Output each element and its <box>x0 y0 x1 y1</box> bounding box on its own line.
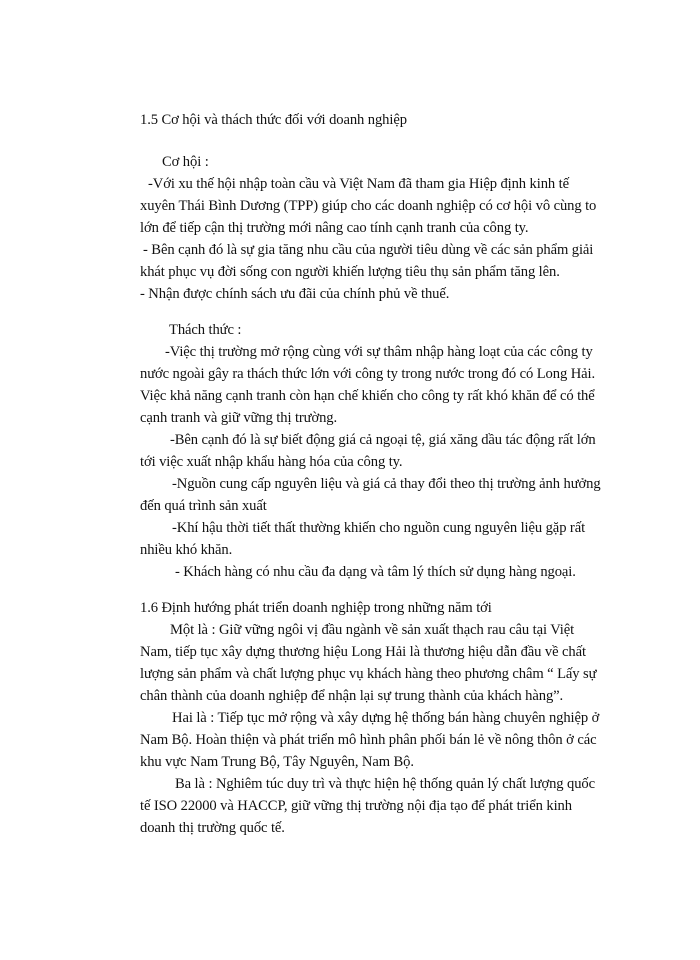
opportunities-label: Cơ hội : <box>162 154 209 170</box>
paragraph-line: cạnh tranh và giữ vững thị trường. <box>140 410 338 426</box>
paragraph-line: - Nhận được chính sách ưu đãi của chính phủ về thuế. <box>140 286 450 302</box>
paragraph-line: chân thành của doanh nghiệp để nhận lại sự trung thành của khách hàng”. <box>140 688 564 704</box>
paragraph-line: -Khí hậu thời tiết thất thường khiến cho nguồn cung nguyên liệu gặp rất <box>172 520 586 536</box>
paragraph-line: tế ISO 22000 và HACCP, giữ vững thị trường nội địa tạo để phát triển kinh <box>140 798 572 814</box>
paragraph-line: đến quá trình sản xuất <box>140 498 267 514</box>
paragraph-line: lượng sản phẩm và chất lượng phục vụ khách hàng theo phương châm “ Lấy sự <box>140 666 597 682</box>
paragraph-line: lớn để tiếp cận thị trường mới nâng cao tính cạnh tranh của công ty. <box>140 220 529 236</box>
paragraph-line: -Với xu thế hội nhập toàn cầu và Việt Nam đã tham gia Hiệp định kinh tế <box>148 176 569 192</box>
paragraph-line: khu vực Nam Trung Bộ, Tây Nguyên, Nam Bộ. <box>140 754 414 770</box>
paragraph-line: doanh thị trường quốc tế. <box>140 820 285 836</box>
challenges-label: Thách thức : <box>169 322 242 338</box>
paragraph-line: - Bên cạnh đó là sự gia tăng nhu cầu của người tiêu dùng về các sản phẩm giải <box>143 242 594 258</box>
section-heading-1-6: 1.6 Định hướng phát triển doanh nghiệp trong những năm tới <box>140 600 492 616</box>
paragraph-line: Việc khả năng cạnh tranh còn hạn chế khiến cho công ty rất khó khăn để có thể <box>140 388 595 404</box>
paragraph-line: -Việc thị trường mở rộng cùng với sự thâm nhập hàng loạt của các công ty <box>165 344 593 360</box>
paragraph-line: - Khách hàng có nhu cầu đa dạng và tâm lý thích sử dụng hàng ngoại. <box>175 564 576 580</box>
paragraph-line: Nam, tiếp tục xây dựng thương hiệu Long Hải là thương hiệu dẫn đầu về chất <box>140 644 586 660</box>
paragraph-line: xuyên Thái Bình Dương (TPP) giúp cho các doanh nghiệp có cơ hội vô cùng to <box>140 198 597 214</box>
paragraph-line: Một là : Giữ vững ngôi vị đầu ngành về sản xuất thạch rau câu tại Việt <box>170 622 575 638</box>
paragraph-line: khát phục vụ đời sống con người khiến lượng tiêu thụ sản phẩm tăng lên. <box>140 264 560 280</box>
section-heading-1-5: 1.5 Cơ hội và thách thức đối với doanh nghiệp <box>140 112 407 128</box>
paragraph-line: -Bên cạnh đó là sự biết động giá cả ngoại tệ, giá xăng dầu tác động rất lớn <box>170 432 596 448</box>
paragraph-line: -Nguồn cung cấp nguyên liệu và giá cả thay đổi theo thị trường ảnh hưởng <box>172 476 601 492</box>
paragraph-line: nước ngoài gây ra thách thức lớn với công ty trong nước trong đó có Long Hải. <box>140 366 596 382</box>
paragraph-line: Hai là : Tiếp tục mở rộng và xây dựng hệ thống bán hàng chuyên nghiệp ở <box>172 710 600 726</box>
paragraph-line: tới việc xuất nhập khẩu hàng hóa của công ty. <box>140 454 403 470</box>
paragraph-line: Ba là : Nghiêm túc duy trì và thực hiện hệ thống quản lý chất lượng quốc <box>175 776 596 792</box>
paragraph-line: nhiều khó khăn. <box>140 542 233 558</box>
paragraph-line: Nam Bộ. Hoàn thiện và phát triển mô hình phân phối bán lẻ về nông thôn ở các <box>140 732 597 748</box>
